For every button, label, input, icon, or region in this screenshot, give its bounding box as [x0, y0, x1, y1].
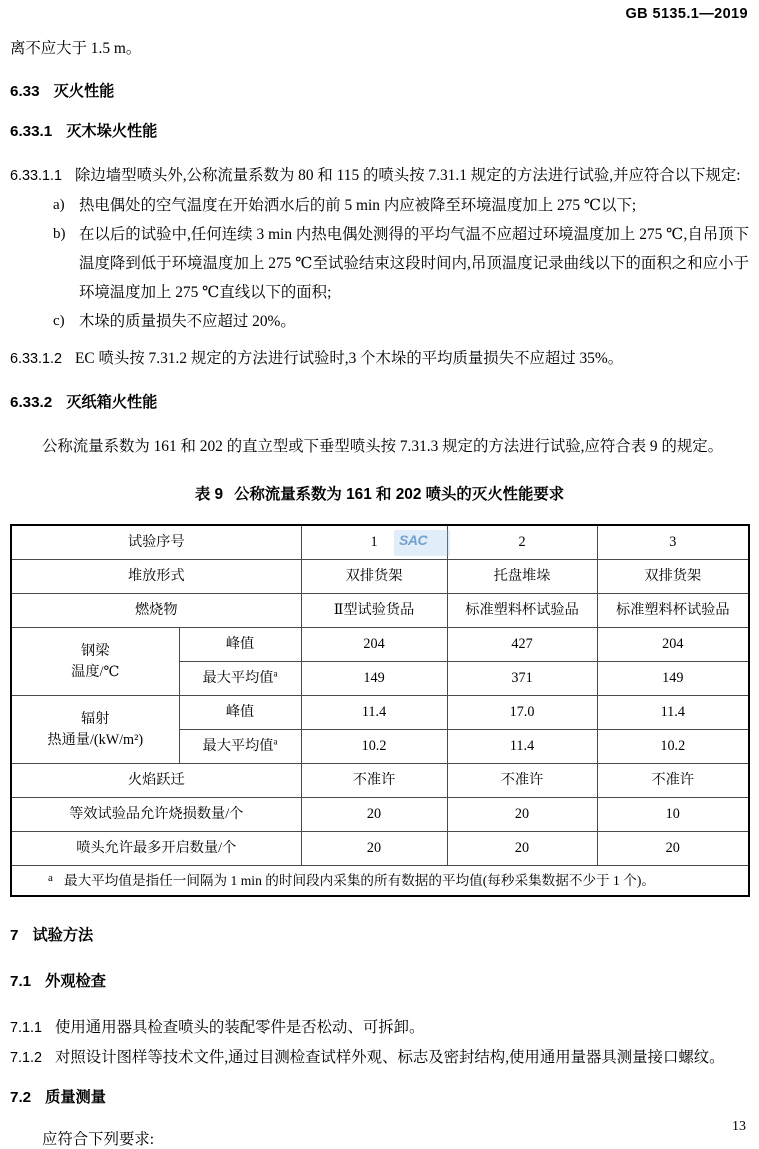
list-item-text: 热电偶处的空气温度在开始洒水后的前 5 min 内应被降至环境温度加上 275 ℃以下; [79, 197, 637, 214]
spacer [10, 949, 749, 969]
cell-test-no-3: 3 [597, 525, 749, 560]
cell-steel-temp-label-line1: 钢梁 [81, 642, 110, 659]
cell-heat-flux-avg-3: 10.2 [597, 730, 749, 764]
list-item [10, 307, 749, 336]
list-item-text: 在以后的试验中,任何连续 3 min 内热电偶处测得的平均气温不应超过环境温度加上 275 ℃,自吊顶下温度降到低于环境温度加上 275 ℃至试验结束这段时间内,吊顶温度记录曲线以下的面积之和应小于环境温度加上 275 ℃直线以下的面积; [79, 226, 749, 301]
spacer [10, 416, 749, 432]
cell-flame-jump-1: 不准许 [301, 764, 447, 798]
cell-stack-form-2: 托盘堆垛 [447, 560, 597, 594]
table-9-title [10, 483, 749, 507]
cell-steel-temp-peak-1: 204 [301, 628, 447, 662]
clause-6-33-1-1-text: 除边墙型喷头外,公称流量系数为 80 和 115 的喷头按 7.31.1 规定的方法进行试验,并应符合以下规定: [75, 167, 741, 184]
clause-7-1-2-text: 对照设计图样等技术文件,通过目测检查试样外观、标志及密封结构,使用通用量器具测量接口螺纹。 [55, 1049, 725, 1066]
table-row-heat-flux-peak [11, 696, 749, 730]
heading-7-2 [10, 1085, 749, 1111]
cell-table-footnote [11, 866, 749, 897]
cell-heat-flux-peak-2: 17.0 [447, 696, 597, 730]
cell-steel-temp-peak-2: 427 [447, 628, 597, 662]
footnote-ref-icon: a [273, 736, 278, 747]
cell-max-open-3: 20 [597, 832, 749, 866]
clause-6-33-1-2-number: 6.33.1.2 [10, 351, 63, 367]
continued-paragraph: 离不应大于 1.5 m。 [10, 40, 142, 57]
list-marker: a) [53, 197, 65, 213]
table-row-steel-temp-peak [11, 628, 749, 662]
cell-stack-form-label: 堆放形式 [11, 560, 301, 594]
cell-test-no-1: 1 [301, 525, 447, 560]
cell-heat-flux-peak-3: 11.4 [597, 696, 749, 730]
heading-6-33-2 [10, 390, 749, 416]
spacer [10, 336, 749, 344]
table-9-caption: 公称流量系数为 161 和 202 喷头的灭火性能要求 [234, 486, 565, 503]
heading-7-1 [10, 969, 749, 995]
clause-7-1-2 [10, 1043, 749, 1073]
heading-6-33-1 [10, 119, 749, 145]
heading-6-33-number: 6.33 [10, 83, 40, 100]
spacer [10, 995, 749, 1013]
cell-flame-jump-label: 火焰跃迁 [11, 764, 301, 798]
cell-heat-flux-peak-label: 峰值 [179, 696, 301, 730]
cell-heat-flux-label-line1: 辐射 [81, 710, 110, 727]
cell-heat-flux-avg-1: 10.2 [301, 730, 447, 764]
cell-heat-flux-avg-2: 11.4 [447, 730, 597, 764]
list-item [10, 220, 749, 307]
cell-heat-flux-avg-label [179, 730, 301, 764]
cell-stack-form-3: 双排货架 [597, 560, 749, 594]
cell-test-no-2: 2 [447, 525, 597, 560]
heading-7-1-title: 外观检查 [45, 973, 106, 990]
heading-6-33-1-number: 6.33.1 [10, 123, 53, 140]
cell-fuel-3: 标准塑料杯试验品 [597, 594, 749, 628]
heading-7-1-number: 7.1 [10, 973, 32, 990]
spacer [10, 374, 749, 390]
spacer [10, 105, 749, 119]
list-item [10, 191, 749, 220]
table-9-label: 表 9 [194, 486, 224, 503]
cell-stack-form-1: 双排货架 [301, 560, 447, 594]
table-row-fuel [11, 594, 749, 628]
cell-steel-temp-avg-3: 149 [597, 662, 749, 696]
clause-7-1-1 [10, 1013, 749, 1043]
cell-fuel-label: 燃烧物 [11, 594, 301, 628]
spacer [10, 897, 749, 923]
cell-equiv-burn-1: 20 [301, 798, 447, 832]
footnote-mark: a [48, 872, 53, 884]
paragraph-6-33-2: 公称流量系数为 161 和 202 的直立型或下垂型喷头按 7.31.3 规定的方法进行试验,应符合表 9 的规定。 [42, 438, 724, 455]
heading-6-33-2-number: 6.33.2 [10, 394, 53, 411]
cell-fuel-2: 标准塑料杯试验品 [447, 594, 597, 628]
spacer [10, 1073, 749, 1085]
cell-test-no-label: 试验序号 [11, 525, 301, 560]
cell-max-open-2: 20 [447, 832, 597, 866]
list-marker: c) [53, 313, 65, 329]
running-header-standard-code: GB 5135.1—2019 [625, 6, 748, 22]
cell-heat-flux-peak-1: 11.4 [301, 696, 447, 730]
spacer [10, 461, 749, 483]
table-row-flame-jump [11, 764, 749, 798]
heading-7-2-number: 7.2 [10, 1089, 32, 1106]
cell-equiv-burn-2: 20 [447, 798, 597, 832]
clause-6-33-1-2-text: EC 喷头按 7.31.2 规定的方法进行试验时,3 个木垛的平均质量损失不应超过 35%。 [75, 350, 624, 367]
cell-equiv-burn-label: 等效试验品允许烧损数量/个 [11, 798, 301, 832]
spacer [10, 145, 749, 161]
cell-steel-temp-avg-2: 371 [447, 662, 597, 696]
footnote-ref-icon: a [273, 668, 278, 679]
table-row-test-no [11, 525, 749, 560]
clause-7-1-1-text: 使用通用器具检查喷头的装配零件是否松动、可拆卸。 [55, 1019, 425, 1036]
cell-flame-jump-2: 不准许 [447, 764, 597, 798]
footnote-text: 最大平均值是指任一间隔为 1 min 的时间段内采集的所有数据的平均值(每秒采集数据不少于 1 个)。 [64, 873, 655, 888]
list-marker: b) [53, 226, 66, 242]
cell-heat-flux-avg-label-text: 最大平均值 [202, 738, 274, 754]
page-content [10, 34, 749, 1149]
clause-7-1-1-number: 7.1.1 [10, 1020, 43, 1036]
heading-6-33-2-title: 灭纸箱火性能 [66, 394, 158, 411]
sac-watermark-text: SAC [399, 532, 428, 548]
clause-6-33-1-1-number: 6.33.1.1 [10, 168, 63, 184]
table-9-wrapper [10, 524, 749, 897]
cell-steel-temp-avg-1: 149 [301, 662, 447, 696]
lettered-list [10, 191, 749, 336]
heading-7-number: 7 [10, 927, 19, 944]
cell-steel-temp-peak-label: 峰值 [179, 628, 301, 662]
cell-max-open-label: 喷头允许最多开启数量/个 [11, 832, 301, 866]
page-number: 13 [732, 1119, 746, 1134]
cell-steel-temp-label-line2: 温度/℃ [71, 663, 120, 680]
spacer [10, 63, 749, 79]
heading-7-2-title: 质量测量 [45, 1089, 106, 1106]
cell-fuel-1: Ⅱ型试验货品 [301, 594, 447, 628]
clause-6-33-1-1 [10, 161, 749, 191]
heading-7-title: 试验方法 [32, 927, 94, 944]
table-9 [10, 524, 750, 897]
clause-7-1-2-number: 7.1.2 [10, 1050, 43, 1066]
spacer [10, 1111, 749, 1125]
cell-steel-temp-peak-3: 204 [597, 628, 749, 662]
heading-6-33-1-title: 灭木垛火性能 [66, 123, 158, 140]
cell-heat-flux-label [11, 696, 179, 764]
cell-steel-temp-avg-label [179, 662, 301, 696]
table-row-footnote [11, 866, 749, 897]
heading-6-33 [10, 79, 749, 105]
cell-steel-temp-avg-label-text: 最大平均值 [202, 670, 274, 686]
heading-7 [10, 923, 749, 949]
table-row-stack-form [11, 560, 749, 594]
cell-max-open-1: 20 [301, 832, 447, 866]
heading-6-33-title: 灭火性能 [53, 83, 115, 100]
cell-equiv-burn-3: 10 [597, 798, 749, 832]
clause-6-33-1-2 [10, 344, 749, 374]
list-item-text: 木垛的质量损失不应超过 20%。 [79, 313, 296, 330]
cell-heat-flux-label-line2: 热通量/(kW/m²) [47, 731, 144, 748]
cell-steel-temp-label [11, 628, 179, 696]
table-row-equiv-burn [11, 798, 749, 832]
table-row-max-open [11, 832, 749, 866]
paragraph-7-2: 应符合下列要求: [42, 1131, 155, 1148]
cell-flame-jump-3: 不准许 [597, 764, 749, 798]
